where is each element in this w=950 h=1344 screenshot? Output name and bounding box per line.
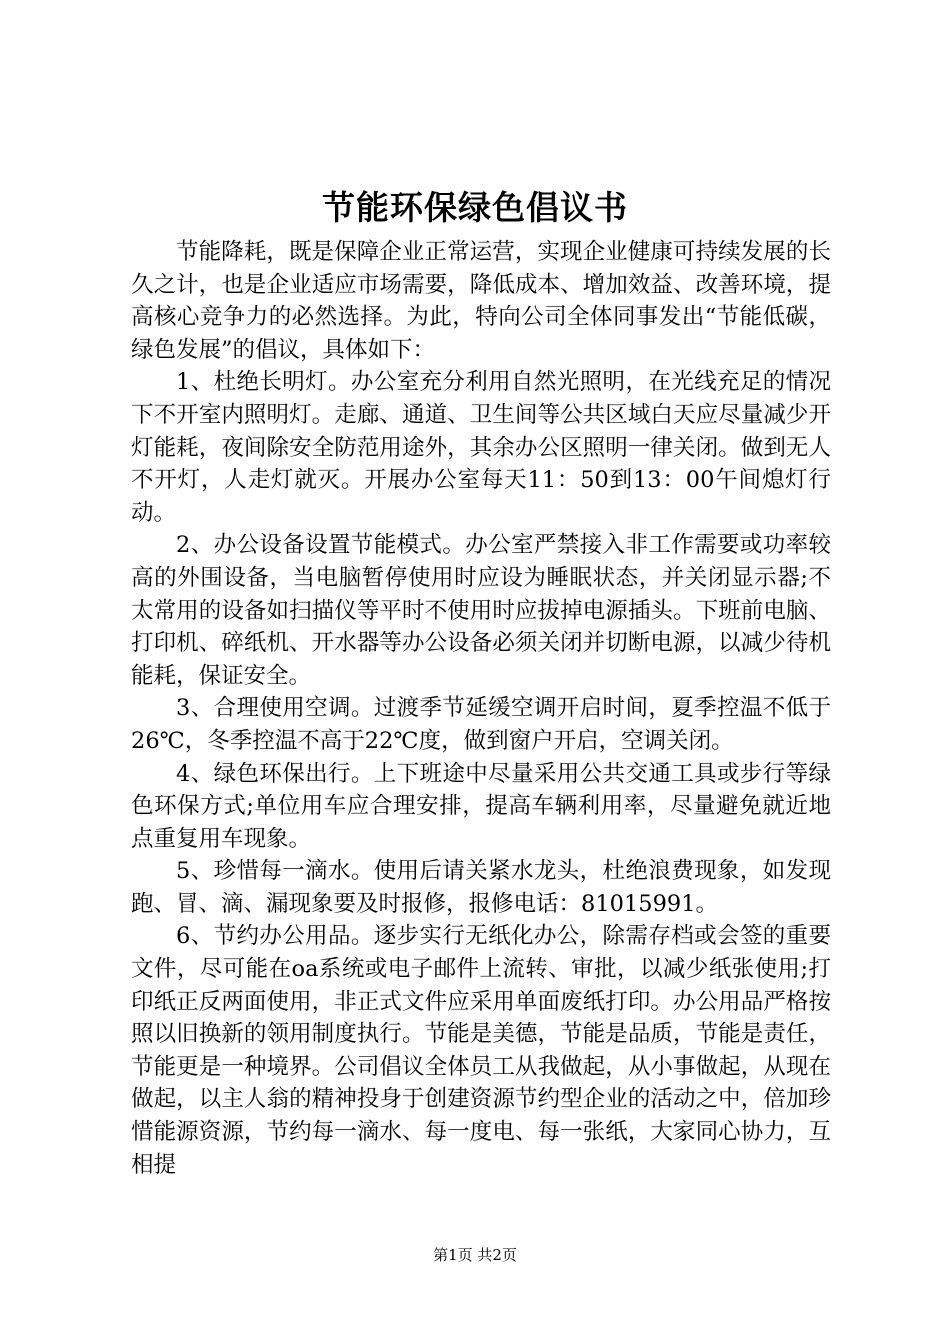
item-paragraph-office-supplies: 6、节约办公用品。逐步实行无纸化办公，除需存档或会签的重要文件，尽可能在oa系统或电子邮件上流转、审批，以减少纸张使用;打印纸正反两面使用，非正式文件应采用单面废纸打印。办公用品严格按照以旧换新的领用制度执行。节能是美德，节能是品质，节能是责任，节能更是一种境界。公司倡议全体员工从我做起，从小事做起，从现在做起，以主人翁的精神投身于创建资源节约型企业的活动之中，倍加珍惜能源资源，节约每一滴水、每一度电、每一张纸，大家同心协力，互相提: [131, 923, 831, 1178]
document-title: 节能环保绿色倡议书: [322, 188, 628, 227]
item-paragraph-lights: 1、杜绝长明灯。办公室充分利用自然光照明，在光线充足的情况下不开室内照明灯。走廊、通道、卫生间等公共区域白天应尽量减少开灯能耗，夜间除安全防范用途外，其余办公区照明一律关闭。做到无人不开灯，人走灯就灭。开展办公室每天11：50到13：00午间熄灯行动。: [131, 369, 831, 526]
intro-paragraph: 节能降耗，既是保障企业正常运营，实现企业健康可持续发展的长久之计，也是企业适应市场需要，降低成本、增加效益、改善环境，提高核心竞争力的必然选择。为此，特向公司全体同事发出“节能低碳，绿色发展”的倡议，具体如下：: [131, 239, 831, 363]
item-paragraph-office-equipment: 2、办公设备设置节能模式。办公室严禁接入非工作需要或功率较高的外围设备，当电脑暂停使用时应设为睡眠状态，并关闭显示器;不太常用的设备如扫描仪等平时不使用时应拔掉电源插头。下班前电脑、打印机、碎纸机、开水器等办公设备必须关闭并切断电源，以减少待机能耗，保证安全。: [131, 532, 831, 689]
page-indicator: 第1页 共2页: [433, 1246, 517, 1264]
item-paragraph-green-travel: 4、绿色环保出行。上下班途中尽量采用公共交通工具或步行等绿色环保方式;单位用车应合理安排，提高车辆利用率，尽量避免就近地点重复用车现象。: [131, 760, 831, 852]
page-footer: [0, 1245, 950, 1265]
item-paragraph-water: 5、珍惜每一滴水。使用后请关紧水龙头，杜绝浪费现象，如发现跑、冒、滴、漏现象要及时报修，报修电话：81015991。: [131, 858, 831, 917]
item-paragraph-air-conditioning: 3、合理使用空调。过渡季节延缓空调开启时间，夏季控温不低于26℃，冬季控温不高于22℃度，做到窗户开启，空调关闭。: [131, 695, 831, 754]
document-body: [131, 236, 831, 1181]
